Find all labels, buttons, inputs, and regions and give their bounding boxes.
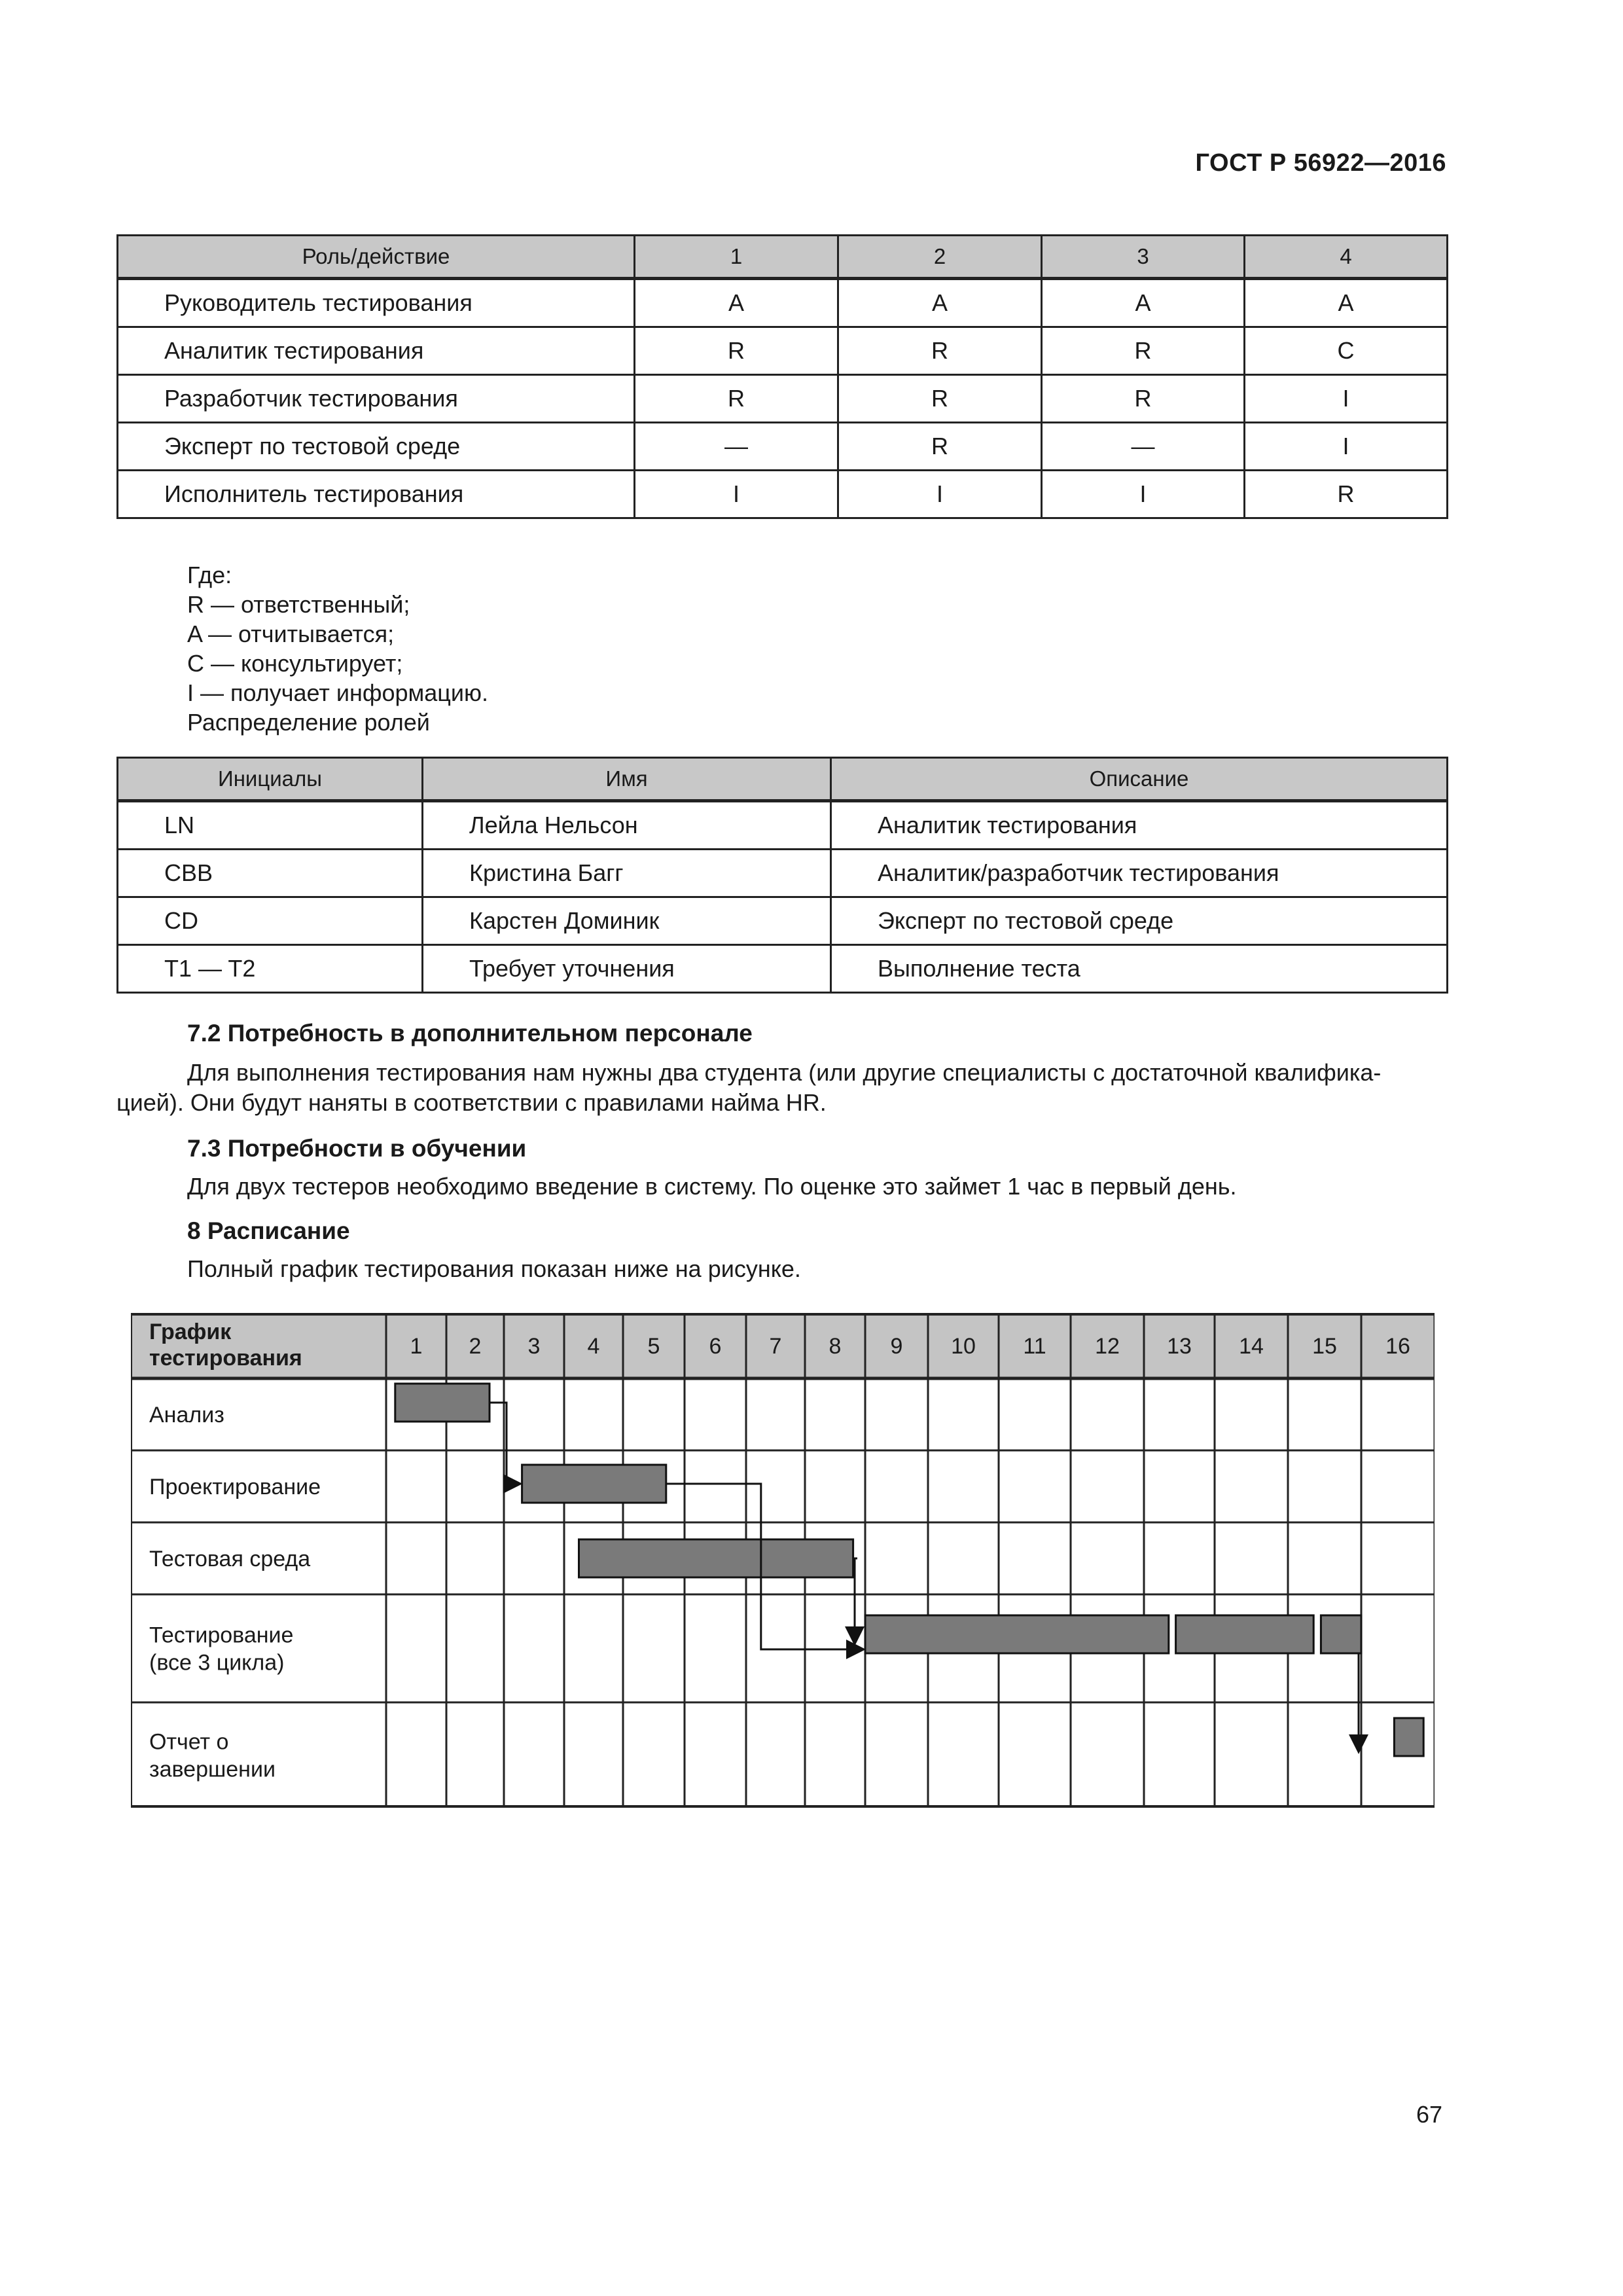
raci-cell: R [838,423,1042,471]
gantt-column-label: 12 [1095,1334,1120,1359]
gantt-column-label: 11 [1023,1334,1046,1359]
raci-cell: I [838,471,1042,518]
legend-line: Где: [187,562,232,588]
raci-cell: I [1042,471,1245,518]
raci-cell: C [1245,327,1448,375]
role-distribution-table [116,757,1448,994]
raci-header-4: 4 [1245,236,1448,279]
gantt-row-label: Тестирование [149,1623,294,1648]
gantt-row-label: Отчет о [149,1729,229,1755]
legend-line: C — консультирует; [187,650,403,677]
raci-cell: I [1245,423,1448,471]
legend-line: Распределение ролей [187,709,430,736]
initials-cell: CBB [118,850,423,897]
table-row [118,327,1448,375]
name-cell: Карстен Доминик [423,897,831,945]
legend-line: A — отчитывается; [187,620,395,647]
gantt-column-label: 7 [769,1334,782,1359]
raci-cell: R [635,375,838,423]
gantt-bar [1176,1615,1314,1653]
distribution-header-row [118,758,1448,801]
distribution-header-initials: Инициалы [118,758,423,801]
raci-header-2: 2 [838,236,1042,279]
role-name: Эксперт по тестовой среде [118,423,635,471]
gantt-column-label: 2 [469,1334,482,1359]
raci-header-3: 3 [1042,236,1245,279]
raci-header-1: 1 [635,236,838,279]
raci-cell: — [635,423,838,471]
gantt-column-label: 5 [647,1334,660,1359]
role-name: Руководитель тестирования [118,279,635,327]
distribution-header-name: Имя [423,758,831,801]
raci-cell: — [1042,423,1245,471]
gantt-bar [579,1539,853,1577]
gantt-column-label: 3 [527,1334,541,1359]
paragraph-line: Для выполнения тестирования нам нужны два студента (или другие специалисты с достаточной квалифика- [187,1059,1382,1086]
gantt-header-label: тестирования [149,1346,302,1371]
gantt-bar [1321,1615,1361,1653]
gantt-row-label: Анализ [149,1403,224,1427]
raci-cell: I [635,471,838,518]
role-name: Исполнитель тестирования [118,471,635,518]
role-name: Аналитик тестирования [118,327,635,375]
table-row [118,375,1448,423]
distribution-header-description: Описание [831,758,1448,801]
gantt-column-label: 1 [410,1334,423,1359]
raci-cell: R [1042,327,1245,375]
description-cell: Эксперт по тестовой среде [831,897,1448,945]
table-row [118,279,1448,327]
raci-cell: R [635,327,838,375]
name-cell: Лейла Нельсон [423,801,831,850]
paragraph-line: Для двух тестеров необходимо введение в систему. По оценке это займет 1 час в первый день. [187,1173,1237,1200]
description-cell: Аналитик тестирования [831,801,1448,850]
gantt-row-label: (все 3 цикла) [149,1650,285,1676]
table-row [118,897,1448,945]
raci-cell: A [1042,279,1245,327]
gantt-header-label: График [149,1319,232,1344]
raci-cell: A [1245,279,1448,327]
gantt-dependency-arrow [490,1403,521,1484]
gantt-column-label: 14 [1239,1334,1264,1359]
gantt-dependency-arrow [855,1558,857,1644]
schedule-gantt-chart [131,1313,1435,1808]
raci-header-row [118,236,1448,279]
initials-cell: LN [118,801,423,850]
raci-header-role: Роль/действие [118,236,635,279]
description-cell: Аналитик/разработчик тестирования [831,850,1448,897]
table-row [118,423,1448,471]
gantt-row-label: Проектирование [149,1475,321,1499]
gantt-column-label: 8 [829,1334,842,1359]
raci-cell: A [635,279,838,327]
table-row [118,801,1448,850]
gantt-row-label: завершении [149,1757,276,1782]
name-cell: Требует уточнения [423,945,831,993]
gantt-column-label: 4 [587,1334,600,1359]
section-heading: 8 Расписание [187,1217,350,1244]
raci-cell: R [1042,375,1245,423]
gantt-column-label: 16 [1385,1334,1410,1359]
raci-cell: R [838,375,1042,423]
paragraph-line: цией). Они будут наняты в соответствии с правилами найма HR. [116,1089,827,1116]
description-cell: Выполнение теста [831,945,1448,993]
gantt-bar [522,1465,666,1503]
initials-cell: T1 — T2 [118,945,423,993]
raci-cell: I [1245,375,1448,423]
gantt-column-label: 6 [709,1334,722,1359]
gantt-bar [1394,1718,1423,1756]
role-name: Разработчик тестирования [118,375,635,423]
table-row [118,850,1448,897]
section-heading: 7.3 Потребности в обучении [187,1135,527,1162]
raci-cell: R [838,327,1042,375]
gantt-column-label: 15 [1312,1334,1337,1359]
gantt-column-label: 9 [890,1334,903,1359]
gantt-row-label: Тестовая среда [149,1547,311,1571]
raci-table [116,234,1448,519]
raci-legend [187,560,488,737]
initials-cell: CD [118,897,423,945]
legend-line: I — получает информацию. [187,679,488,706]
section-heading: 7.2 Потребность в дополнительном персонале [187,1020,753,1047]
paragraph-line: Полный график тестирования показан ниже на рисунке. [187,1255,801,1282]
legend-line: R — ответственный; [187,591,410,618]
raci-cell: R [1245,471,1448,518]
gantt-bar [395,1384,490,1422]
table-row [118,471,1448,518]
table-row [118,945,1448,993]
page-number: 67 [1416,2101,1443,2128]
gantt-bar [865,1615,1169,1653]
name-cell: Кристина Багг [423,850,831,897]
document-code: ГОСТ Р 56922—2016 [1195,149,1446,177]
gantt-column-label: 13 [1167,1334,1192,1359]
raci-cell: A [838,279,1042,327]
gantt-column-label: 10 [951,1334,976,1359]
